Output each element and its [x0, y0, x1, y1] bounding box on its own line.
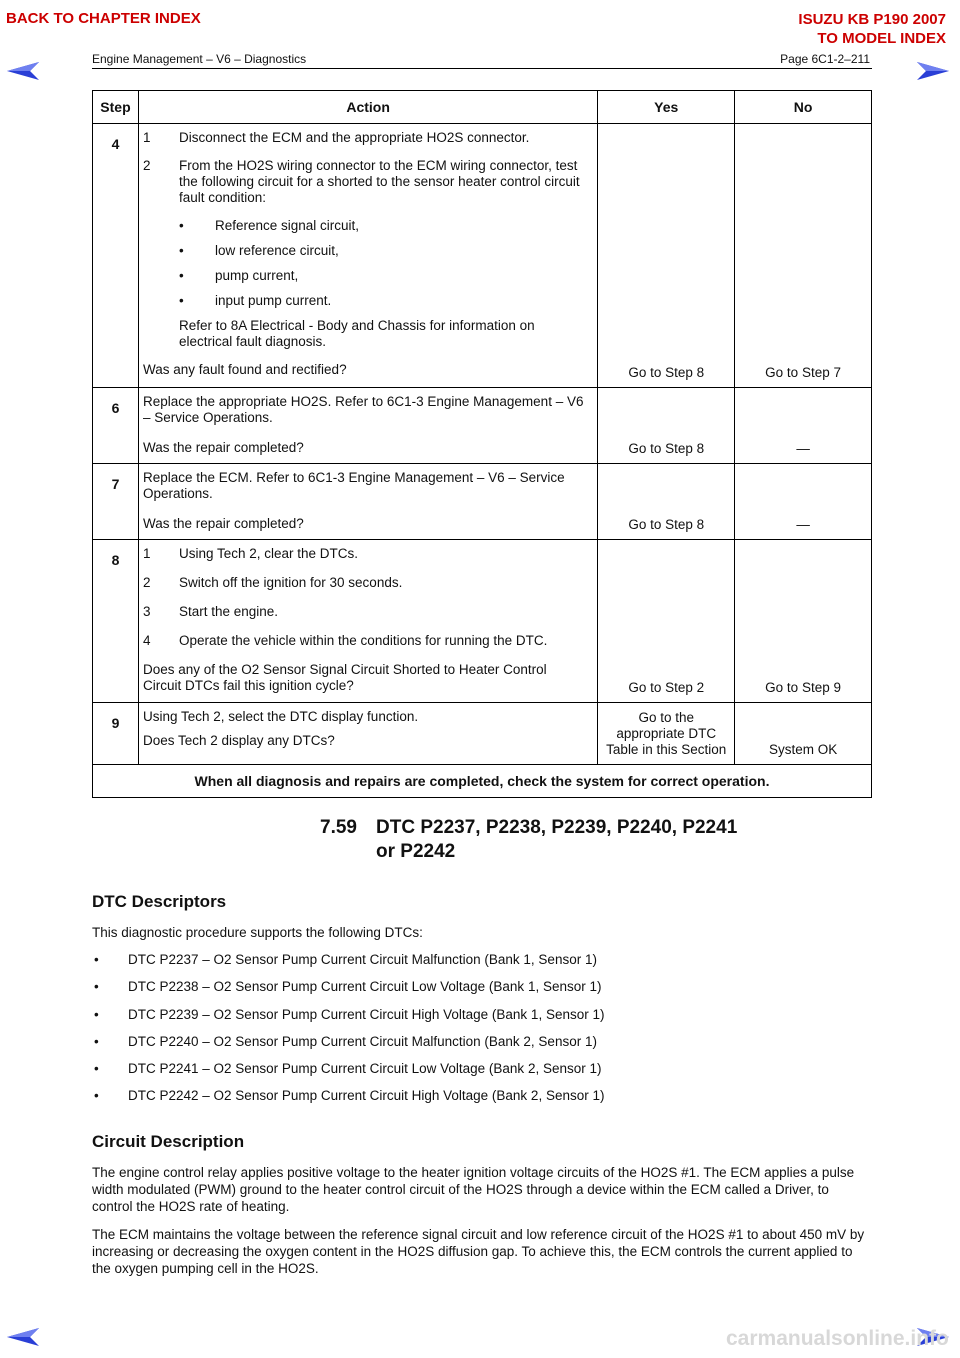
dtc-item-text: DTC P2241 – O2 Sensor Pump Current Circuit Low Voltage (Bank 2, Sensor 1) — [128, 1061, 602, 1077]
step-question: Was the repair completed? — [142, 516, 304, 531]
list-item — [92, 1061, 604, 1088]
bullet-icon: • — [178, 218, 184, 233]
table-row — [93, 540, 872, 703]
yes-result: Go to the appropriate DTC Table in this Section — [598, 703, 735, 765]
yes-result: Go to Step 2 — [598, 540, 735, 703]
model-index-label: TO MODEL INDEX — [817, 30, 946, 47]
list-item — [92, 1088, 604, 1115]
dtc-item-text: DTC P2242 – O2 Sensor Pump Current Circuit High Voltage (Bank 2, Sensor 1) — [128, 1088, 605, 1104]
list-item — [143, 546, 587, 562]
yes-result: Go to Step 8 — [598, 388, 735, 464]
bullet-icon: • — [178, 243, 184, 258]
step-question: Was the repair completed? — [142, 440, 304, 455]
item-number: 1 — [142, 130, 151, 145]
model-index-link[interactable] — [798, 10, 946, 48]
step-instruction: Replace the appropriate HO2S. Refer to 6C1-3 Engine Management – V6 – Service Operations. — [142, 394, 584, 425]
action-column-header: Action — [138, 91, 597, 124]
bullet-text: pump current, — [214, 268, 299, 283]
list-item — [143, 604, 587, 620]
item-number: 4 — [142, 633, 151, 648]
item-text: Switch off the ignition for 30 seconds. — [178, 575, 403, 590]
step-number: 4 — [93, 124, 139, 388]
yes-result: Go to Step 8 — [598, 464, 735, 540]
reference-note: Refer to 8A Electrical - Body and Chassis for information on electrical fault diagnosis. — [178, 318, 535, 349]
list-item — [92, 979, 604, 1006]
footer-note: When all diagnosis and repairs are completed, check the system for correct operation. — [93, 765, 872, 798]
table-header-row — [93, 91, 872, 124]
circuit-description-heading: Circuit Description — [92, 1132, 245, 1151]
watermark: carmanualsonline.info — [726, 1327, 949, 1350]
header-divider — [92, 68, 872, 69]
step-column-header: Step — [93, 91, 139, 124]
bullet-icon: • — [94, 1088, 99, 1104]
table-row — [93, 464, 872, 540]
list-item — [92, 952, 604, 979]
dtc-descriptors-heading: DTC Descriptors — [92, 892, 227, 911]
item-number: 2 — [142, 575, 151, 590]
item-number: 2 — [142, 158, 151, 173]
section-title-line2: or P2242 — [376, 841, 456, 862]
bullet-item — [179, 243, 587, 259]
step-number: 7 — [93, 464, 139, 540]
step-action — [138, 464, 597, 540]
section-heading — [320, 816, 737, 864]
page-header-title: Engine Management – V6 – Diagnostics — [92, 52, 307, 66]
step-number: 6 — [93, 388, 139, 464]
bullet-text: Reference signal circuit, — [214, 218, 360, 233]
bullet-text: input pump current. — [214, 293, 332, 308]
bullet-icon: • — [178, 268, 184, 283]
step-question: Does Tech 2 display any DTCs? — [142, 733, 335, 748]
bullet-icon: • — [178, 293, 184, 308]
list-item — [143, 158, 587, 206]
back-to-chapter-index-link[interactable]: BACK TO CHAPTER INDEX — [6, 10, 201, 27]
step-instruction: Replace the ECM. Refer to 6C1-3 Engine Management – V6 – Service Operations. — [142, 470, 565, 501]
page-number: Page 6C1-2–211 — [780, 52, 870, 66]
dtc-item-text: DTC P2239 – O2 Sensor Pump Current Circuit High Voltage (Bank 1, Sensor 1) — [128, 1006, 605, 1022]
step-action — [138, 124, 597, 388]
step-action — [138, 703, 597, 765]
yes-result: Go to Step 8 — [598, 124, 735, 388]
list-item — [143, 575, 587, 591]
bullet-text: low reference circuit, — [214, 243, 339, 258]
no-result: Go to Step 7 — [735, 124, 872, 388]
item-number: 1 — [142, 546, 151, 561]
list-item — [143, 633, 587, 649]
bullet-item — [179, 268, 587, 284]
item-text: Operate the vehicle within the conditions for running the DTC. — [178, 633, 548, 648]
diagnostic-steps-table — [92, 90, 872, 798]
model-title: ISUZU KB P190 2007 — [798, 11, 946, 28]
prev-page-arrow-icon[interactable] — [6, 1326, 40, 1348]
no-result: Go to Step 9 — [735, 540, 872, 703]
dtc-item-text: DTC P2237 – O2 Sensor Pump Current Circuit Malfunction (Bank 1, Sensor 1) — [128, 952, 597, 967]
no-column-header: No — [735, 91, 872, 124]
step-number: 8 — [93, 540, 139, 703]
step-action — [138, 540, 597, 703]
item-text: Disconnect the ECM and the appropriate HO2S connector. — [178, 130, 530, 145]
item-text: Using Tech 2, clear the DTCs. — [178, 546, 359, 561]
no-result: System OK — [735, 703, 872, 765]
bullet-icon: • — [94, 979, 99, 995]
item-number: 3 — [142, 604, 151, 619]
no-result: — — [735, 388, 872, 464]
bullet-icon: • — [94, 1061, 99, 1077]
step-question: Does any of the O2 Sensor Signal Circuit Shorted to Heater Control Circuit DTCs fail this ignition cycle? — [142, 662, 547, 693]
section-title-line1: DTC P2237, P2238, P2239, P2240, P2241 — [376, 817, 738, 838]
table-row — [93, 388, 872, 464]
step-number: 9 — [93, 703, 139, 765]
table-row — [93, 703, 872, 765]
list-item — [92, 1007, 604, 1034]
table-row — [93, 124, 872, 388]
prev-page-arrow-icon[interactable] — [6, 60, 40, 82]
no-result: — — [735, 464, 872, 540]
bullet-icon: • — [94, 952, 99, 967]
dtc-item-text: DTC P2240 – O2 Sensor Pump Current Circuit Malfunction (Bank 2, Sensor 1) — [128, 1033, 597, 1049]
bullet-item — [179, 293, 587, 309]
bullet-item — [179, 218, 587, 234]
next-page-arrow-icon[interactable] — [916, 60, 950, 82]
step-action — [138, 388, 597, 464]
list-item — [143, 130, 587, 146]
bullet-icon: • — [94, 1033, 99, 1049]
step-instruction: Using Tech 2, select the DTC display function. — [142, 709, 419, 724]
table-footer-row — [93, 765, 872, 798]
list-item — [92, 1034, 604, 1061]
circuit-description-paragraph: The ECM maintains the voltage between the reference signal circuit and low reference circuit of the HO2S #1 to about 450 mV by increasing or decreasing the oxygen content in the HO2S diffusion gap. To achieve this, the ECM controls the current applied to the oxygen pumping cell in the HO2S. — [92, 1227, 865, 1276]
circuit-description-paragraph: The engine control relay applies positive voltage to the heater ignition voltage circuits of the HO2S #1. The ECM applies a pulse width modulated (PWM) ground to the heater control circuit of the HO2S through a device within the ECM called a Driver, to control the HO2S rate of heating. — [92, 1165, 855, 1214]
item-text: Start the engine. — [178, 604, 279, 619]
dtc-list — [92, 952, 604, 1116]
item-text: From the HO2S wiring connector to the ECM wiring connector, test the following circuit for a shorted to the sensor heater control circuit fault condition: — [178, 158, 580, 205]
dtc-intro: This diagnostic procedure supports the following DTCs: — [92, 925, 423, 940]
step-question: Was any fault found and rectified? — [142, 362, 347, 377]
section-number: 7.59 — [320, 817, 357, 838]
bullet-icon: • — [94, 1006, 99, 1022]
dtc-item-text: DTC P2238 – O2 Sensor Pump Current Circuit Low Voltage (Bank 1, Sensor 1) — [128, 979, 602, 995]
yes-column-header: Yes — [598, 91, 735, 124]
